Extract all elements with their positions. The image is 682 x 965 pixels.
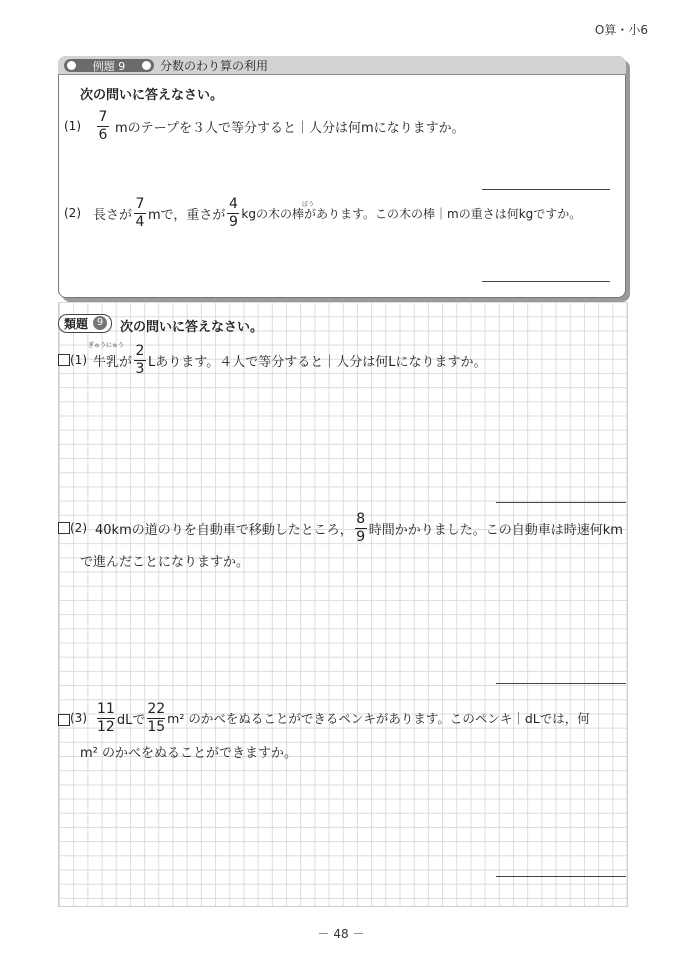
fraction (147, 702, 165, 735)
question-checkbox[interactable] (58, 522, 70, 534)
question-text-mid: dLで (116, 712, 146, 728)
question-checkbox[interactable] (58, 714, 70, 726)
ruidai-question-3 (70, 700, 590, 736)
answer-line (496, 502, 626, 503)
ruidai-question-1 (70, 342, 486, 378)
fraction-numerator: 22 (147, 700, 166, 717)
question-text-pre: 長さが (93, 207, 133, 223)
example-instruction: 次の問いに答えなさい。 (80, 88, 224, 103)
question-text-line2: で進んだことになりますか。 (80, 555, 250, 570)
fraction-numerator: 4 (228, 195, 238, 212)
ruby-text: ぎゅうにゅう (88, 342, 124, 349)
example-question-2 (64, 195, 581, 231)
fraction-numerator: 7 (135, 195, 145, 212)
ruidai-number: 9 (93, 316, 107, 330)
question-number: (2) (70, 521, 87, 535)
ruidai-instruction: 次の問いに答えなさい。 (120, 320, 264, 335)
answer-line (496, 876, 626, 877)
question-text-pre: 牛乳が (93, 354, 133, 370)
header-code: O算・小6 (594, 23, 648, 37)
fraction-denominator: 6 (98, 126, 108, 143)
question-text-post: kgの木の棒があります。この木の棒｜mの重さは何kgですか。 (241, 206, 582, 221)
question-text: mのテープを３人で等分すると｜人分は何mになりますか。 (115, 120, 465, 136)
fraction (97, 110, 109, 143)
fraction (355, 512, 367, 545)
fraction-denominator: 4 (135, 213, 145, 230)
fraction-numerator: 8 (356, 510, 366, 527)
question-number: (1) (64, 119, 81, 133)
fraction-denominator: 3 (135, 360, 145, 377)
fraction-numerator: 7 (98, 108, 108, 125)
fraction-denominator: 9 (356, 528, 366, 545)
ruby-text: ぼう (302, 201, 315, 208)
fraction-denominator: 12 (97, 718, 115, 735)
answer-line (496, 683, 626, 684)
fraction-numerator: 2 (135, 342, 145, 359)
badge-left-dot-icon (67, 61, 76, 70)
grid-area (58, 302, 628, 907)
ruidai-question-2 (70, 510, 623, 546)
example-title: 分数のわり算の利用 (160, 59, 269, 73)
question-text-line2: m² のかべをぬることができますか。 (80, 746, 298, 761)
badge-right-dot-icon (142, 61, 151, 70)
question-text: 時間かかりました。この自動車は時速何km (368, 522, 623, 538)
question-checkbox[interactable] (58, 354, 70, 366)
answer-line (482, 189, 610, 190)
page-number: － 48 － (317, 927, 365, 941)
fraction (227, 197, 239, 230)
fraction-denominator: 15 (147, 718, 166, 735)
answer-line (482, 281, 610, 282)
ruidai-label: 類題 (64, 317, 89, 331)
question-number: (1) (70, 353, 87, 367)
question-text-post: m² のかべをぬることができるペンキがあります。このペンキ｜dLでは，何 (167, 711, 590, 726)
question-text: Lあります。４人で等分すると｜人分は何Lになりますか。 (148, 354, 487, 370)
fraction-numerator: 11 (97, 700, 115, 717)
example-badge-label: 例題 9 (92, 60, 126, 73)
question-number: (3) (70, 711, 87, 725)
example-question-1 (64, 108, 465, 144)
question-number: (2) (64, 206, 81, 220)
question-text-mid: mで，重さが (148, 207, 226, 223)
fraction (134, 344, 146, 377)
fraction (97, 702, 115, 735)
fraction-denominator: 9 (228, 213, 238, 230)
question-text-pre: 40kmの道のりを自動車で移動したところ， (95, 522, 353, 538)
fraction (134, 197, 146, 230)
